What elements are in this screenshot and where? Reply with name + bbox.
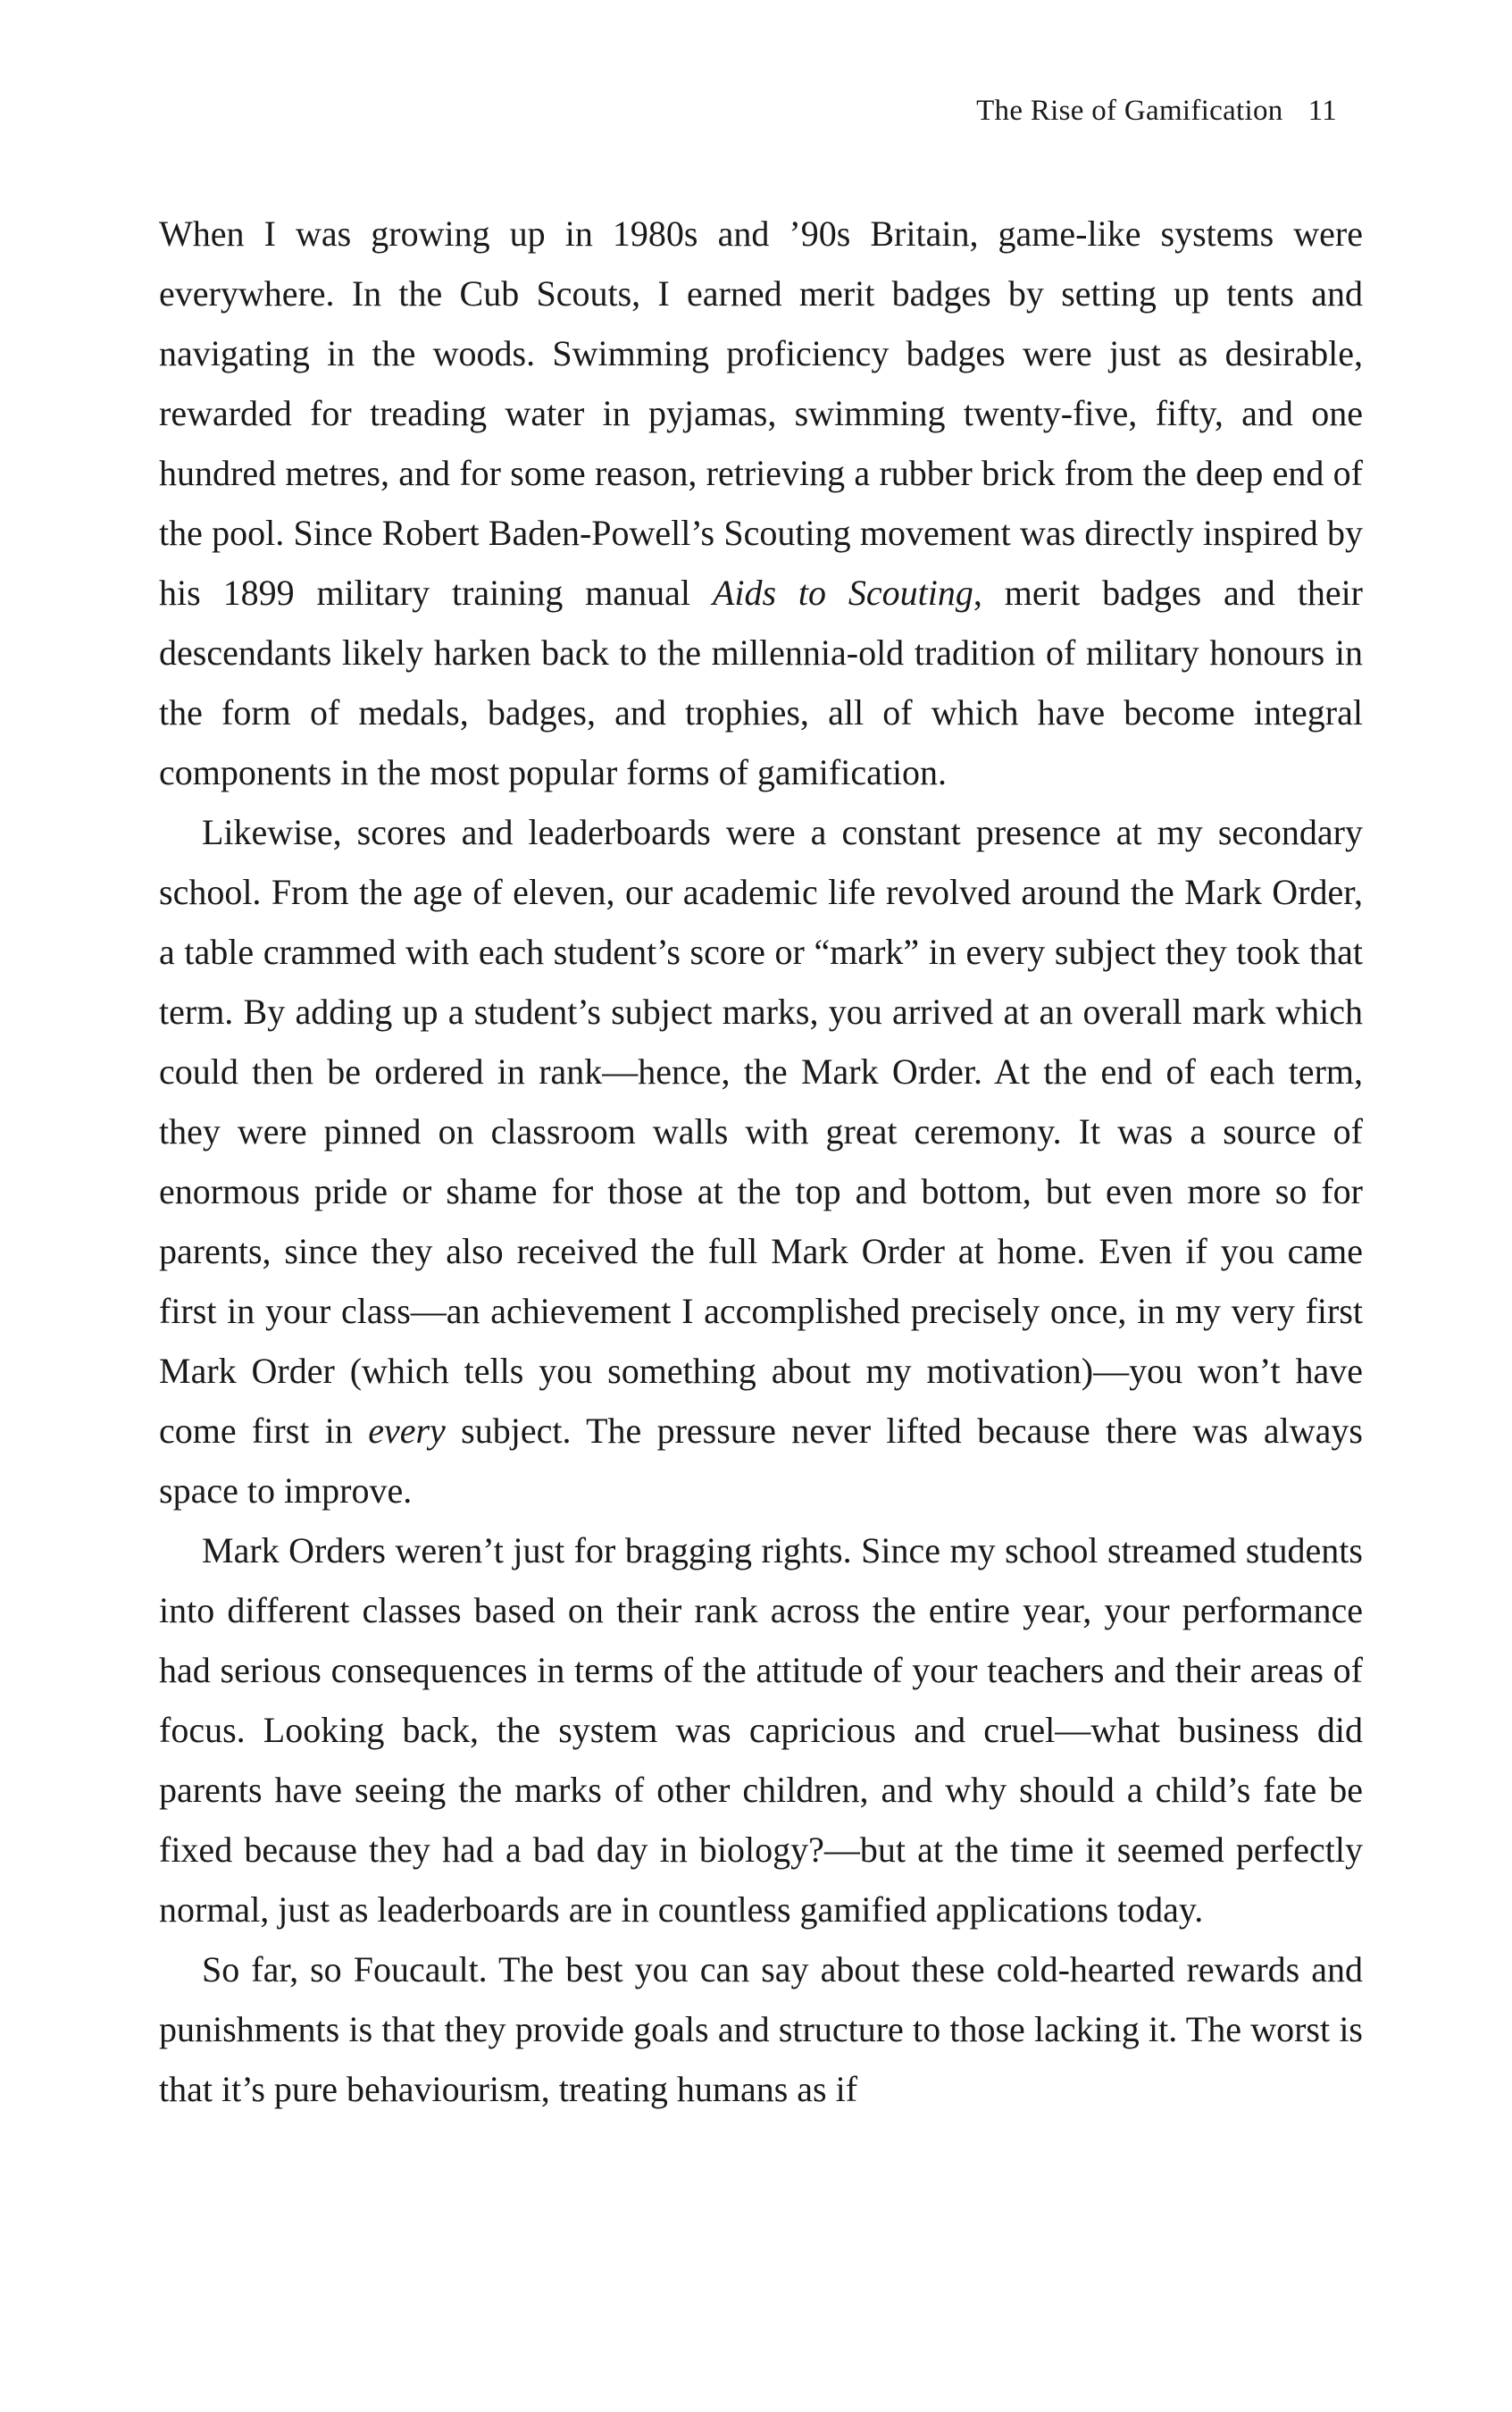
paragraph-text: subject. The pressure never lifted because there was always space to improve. [159, 1411, 1363, 1511]
paragraph-text: When I was growing up in 1980s and ’90s Britain, game-like systems were everywhere. In the Cub Scouts, I earned merit badges by setting up tents and navigating in the woods. Swimming proficiency badges were just as desirable, rewarded for treading water in pyjamas, swimming twenty-five, fifty, and one hundred metres, and for some reason, retrieving a rubber brick from the deep end of the pool. Since Robert Baden-Powell’s Scouting movement was directly inspired by his 1899 military training manual [159, 214, 1363, 613]
running-title: The Rise of Gamification [976, 95, 1283, 127]
paragraph-text: So far, so Foucault. The best you can say about these cold-hearted rewards and punishments is that they provide goals and structure to those lacking it. The worst is that it’s pure behaviourism, treating humans as if [159, 1949, 1363, 2109]
running-head [976, 95, 1337, 128]
paragraph-scouts [159, 204, 1363, 802]
emphasis-italic: every [368, 1411, 446, 1451]
paragraph-bragging-rights [159, 1520, 1363, 1939]
paragraph-foucault [159, 1939, 1363, 2119]
body-text [159, 204, 1363, 2119]
paragraph-text: Likewise, scores and leaderboards were a constant presence at my secondary school. From the age of eleven, our academic life revolved around the Mark Order, a table crammed with each student’s score or “mark” in every subject they took that term. By adding up a student’s subject marks, you arrived at an overall mark which could then be ordered in rank—hence, the Mark Order. At the end of each term, they were pinned on classroom walls with great ceremony. It was a source of enormous pride or shame for those at the top and bottom, but even more so for parents, since they also received the full Mark Order at home. Even if you came first in your class—an achievement I accomplished precisely once, in my very first Mark Order (which tells you something about my motivation)—you won’t have come first in [159, 812, 1363, 1451]
page-number: 11 [1307, 95, 1337, 127]
paragraph-text: Mark Orders weren’t just for bragging rights. Since my school streamed students into different classes based on their rank across the entire year, your performance had serious consequences in terms of the attitude of your teachers and their areas of focus. Looking back, the system was capricious and cruel—what business did parents have seeing the marks of other children, and why should a child’s fate be fixed because they had a bad day in biology?—but at the time it seemed perfectly normal, just as leaderboards are in countless gamified applications today. [159, 1530, 1363, 1930]
book-title-italic: Aids to Scouting [712, 573, 973, 613]
paragraph-text: , merit badges and their descendants likely harken back to the millennia-old tradition of military honours in the form of medals, badges, and trophies, all of which have become integral components in the most popular forms of gamification. [159, 573, 1364, 792]
paragraph-mark-order [159, 802, 1363, 1520]
